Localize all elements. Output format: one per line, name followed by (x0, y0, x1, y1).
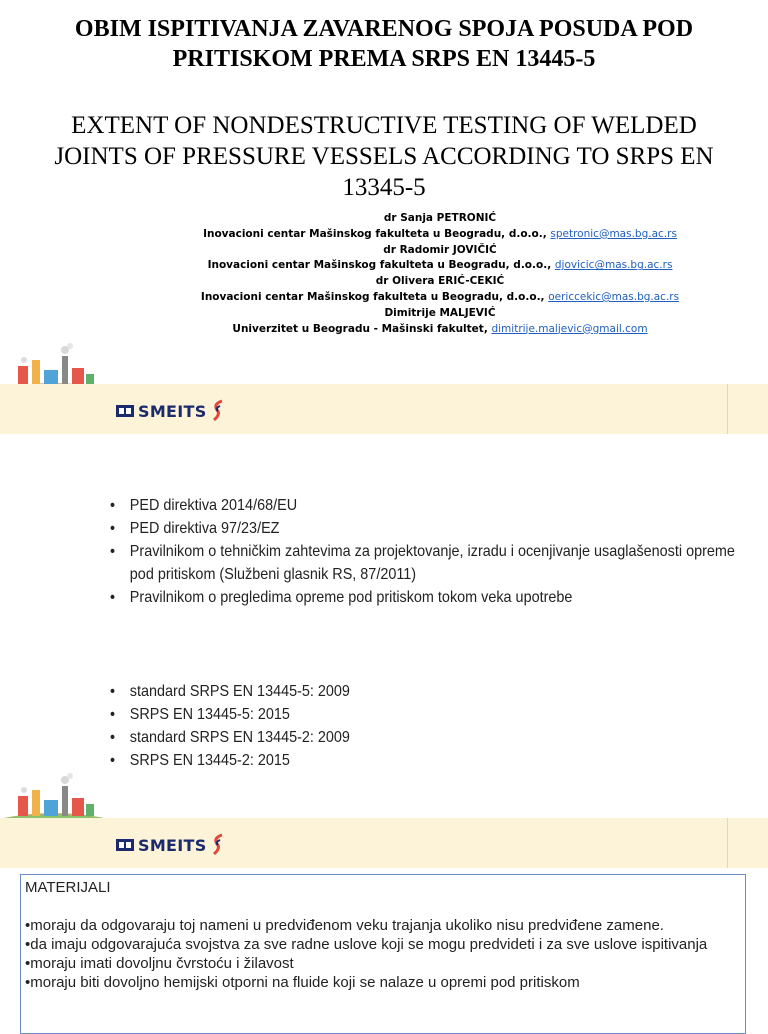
materials-item: •moraju da odgovaraju toj nameni u predviđenom veku trajanja ukoliko nisu predviđene zamene. (25, 917, 664, 934)
affiliation-text: Inovacioni centar Mašinskog fakulteta u Beogradu, d.o.o., (207, 259, 552, 272)
affiliation-text: Univerzitet u Beogradu - Mašinski fakultet, (232, 322, 488, 335)
swirl-icon (211, 398, 225, 424)
author-name: Dimitrije MALJEVIĆ (384, 306, 496, 319)
smeits-logo (116, 398, 225, 424)
regulations-list (110, 494, 740, 609)
title-serbian-line-1: OBIM ISPITIVANJA ZAVARENOG SPOJA POSUDA POD (74, 16, 694, 42)
materials-item: •da imaju odgovarajuća svojstva za sve radne uslove koji se mogu predvideti i za sve uslove ispitivanja (25, 936, 708, 953)
author-name: dr Radomir JOVIČIĆ (383, 243, 497, 256)
title-english-line-3: 13345-5 (342, 174, 426, 201)
title-english-line-2: JOINTS OF PRESSURE VESSELS ACCORDING TO SRPS EN (54, 143, 714, 170)
author-affiliation (150, 227, 730, 243)
affiliation-text: Inovacioni centar Mašinskog fakulteta u Beogradu, d.o.o., (203, 227, 547, 240)
affiliation-text: Inovacioni centar Mašinskog fakulteta u Beogradu, d.o.o., (200, 290, 545, 303)
author-email-link[interactable]: oericcekic@mas.bg.ac.rs (548, 290, 680, 303)
smeits-logo (116, 832, 225, 858)
list-item: • standard SRPS EN 13445-5: 2009 (110, 680, 740, 703)
materials-item: •moraju imati dovoljnu čvrstoću i žilavost (25, 955, 294, 972)
smeits-mark-icon (116, 405, 134, 417)
list-item: • standard SRPS EN 13445-2: 2009 (110, 726, 740, 749)
title-english (20, 110, 748, 203)
author-email-link[interactable]: spetronic@mas.bg.ac.rs (550, 227, 677, 240)
smeits-mark-icon (116, 839, 134, 851)
title-serbian-line-2: PRITISKOM PREMA SRPS EN 13445-5 (172, 46, 596, 72)
author-name: dr Sanja PETRONIĆ (383, 212, 497, 224)
header-band (0, 818, 768, 868)
list-item: • SRPS EN 13445-5: 2015 (110, 703, 740, 726)
author-email-link[interactable]: djovicic@mas.bg.ac.rs (554, 259, 673, 272)
title-english-line-1: EXTENT OF NONDESTRUCTIVE TESTING OF WELDED (71, 112, 697, 139)
author-affiliation (150, 290, 730, 306)
spacer (25, 897, 741, 916)
author-affiliation (150, 258, 730, 274)
authors-block (150, 211, 730, 337)
band-divider (727, 384, 728, 434)
logo-text: SMEITS (138, 835, 207, 855)
materials-box (20, 874, 746, 1034)
materials-item: •moraju biti dovoljno hemijski otporni na fluide koji se nalaze u opremi pod pritiskom (25, 974, 580, 991)
list-item: • PED direktiva 97/23/EZ (110, 517, 740, 540)
logo-text: SMEITS (138, 401, 207, 421)
author-name: dr Olivera ERIĆ-CEKIĆ (375, 275, 505, 288)
swirl-icon (211, 832, 225, 858)
standards-list (110, 680, 740, 772)
header-band (0, 384, 768, 434)
list-item: • PED direktiva 2014/68/EU (110, 494, 740, 517)
author-email-link[interactable]: dimitrije.maljevic@gmail.com (491, 322, 648, 335)
list-item: • SRPS EN 13445-2: 2015 (110, 749, 740, 772)
band-divider (727, 818, 728, 868)
materials-heading: MATERIJALI (25, 879, 111, 896)
title-serbian (0, 14, 768, 74)
author-affiliation (150, 322, 730, 338)
list-item: • Pravilnikom o pregledima opreme pod pritiskom tokom veka upotrebe (110, 586, 740, 609)
list-item: • Pravilnikom o tehničkim zahtevima za projektovanje, izradu i ocenjivanje usaglašenosti opreme pod pritiskom (Službeni glasnik RS, 87/2011) (110, 540, 740, 586)
